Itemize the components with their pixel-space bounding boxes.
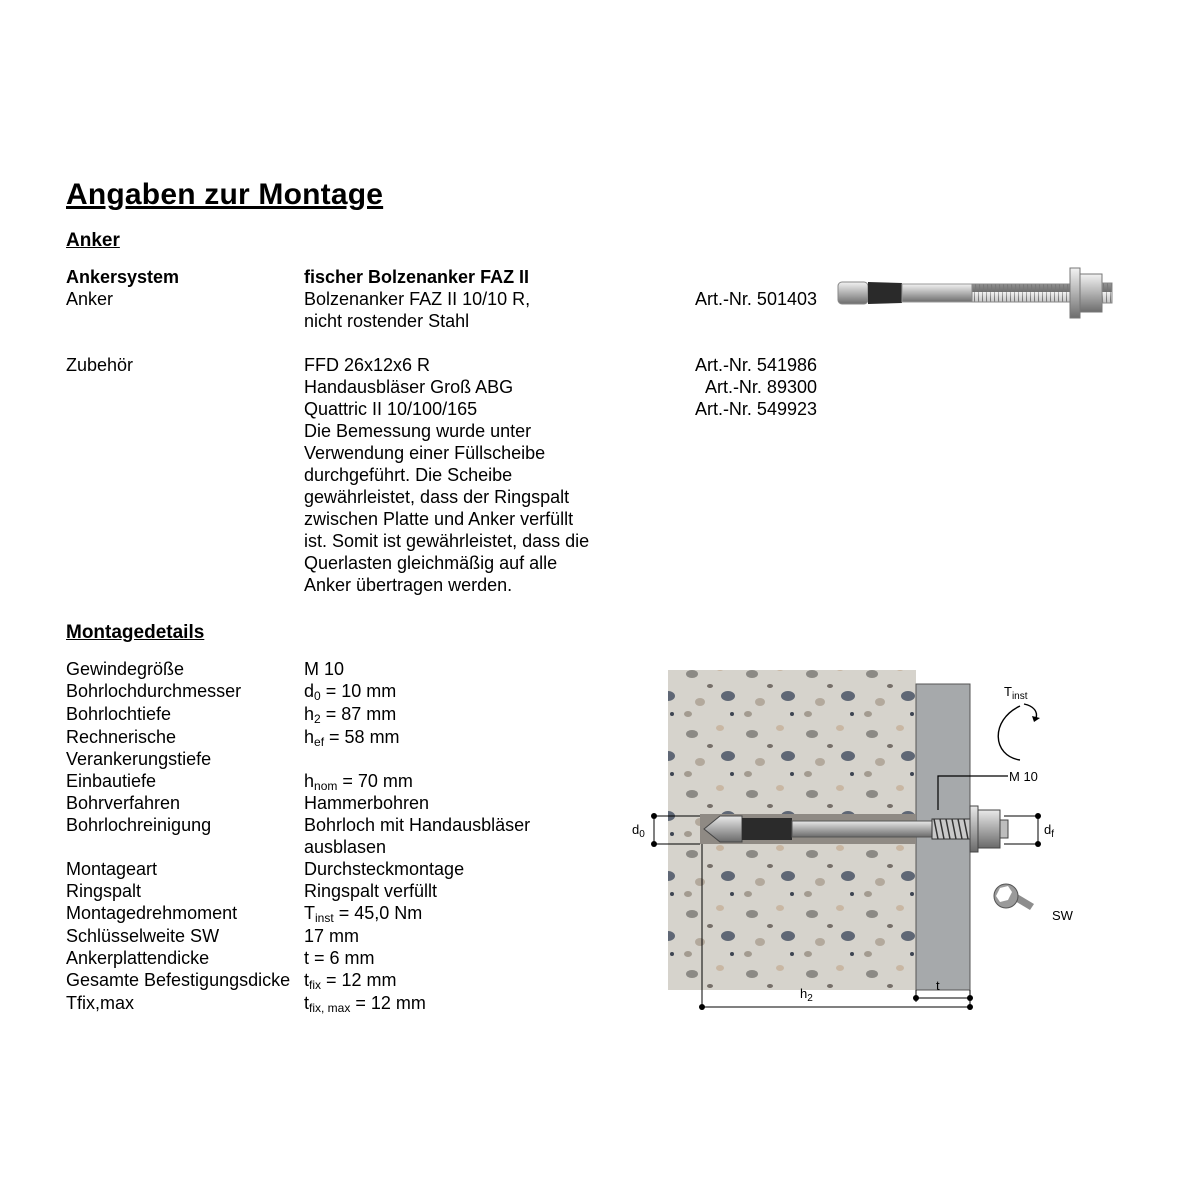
anker-value-line-2: nicht rostender Stahl <box>304 311 470 331</box>
label-m10: M 10 <box>1009 769 1038 784</box>
zubehoer-item: Quattric II 10/100/165 <box>304 399 478 419</box>
section-heading-anker: Anker <box>66 230 120 251</box>
bolt-anchor-image <box>830 262 1120 322</box>
row-value: $T_{inst} = 45,0$ Nm <box>304 903 423 925</box>
zubehoer-item: Handausbläser Groß ABG <box>304 377 514 397</box>
anker-label: Anker <box>66 289 114 309</box>
installation-diagram <box>620 660 1090 1020</box>
anker-art-nr: Art.-Nr. 501403 <box>694 289 817 309</box>
note-line: ist. Somit ist gewährleistet, dass die <box>304 531 590 551</box>
row-label: Schlüsselweite SW <box>66 926 220 946</box>
row-label: Bohrlochtiefe <box>66 704 172 724</box>
label-d0: $d_0$ <box>632 822 645 840</box>
note-line: gewährleistet, dass der Ringspalt <box>304 487 570 507</box>
label-h2: $h_2$ <box>800 986 813 1004</box>
label-t: t <box>936 978 940 993</box>
wrench-icon <box>994 884 1034 910</box>
row-value: Hammerbohren <box>304 793 430 813</box>
washer <box>970 806 978 852</box>
row-value: 17 mm <box>304 926 360 946</box>
note-line: zwischen Platte und Anker verfüllt <box>304 509 574 529</box>
zubehoer-item: FFD 26x12x6 R <box>304 355 431 375</box>
row-label: Einbautiefe <box>66 771 157 791</box>
ankersystem-label: Ankersystem <box>66 267 180 287</box>
row-label: Ringspalt <box>66 881 142 901</box>
note-line: Anker übertragen werden. <box>304 575 513 595</box>
row-label: Tfix,max <box>66 993 135 1013</box>
row-value: $h_{ef} = 58$ mm <box>304 727 400 749</box>
row-label: Montagedrehmoment <box>66 903 238 923</box>
ankersystem-value: fischer Bolzenanker FAZ II <box>304 267 530 287</box>
anker-value-line-1: Bolzenanker FAZ II 10/10 R, <box>304 289 531 309</box>
row-label: Montageart <box>66 859 158 879</box>
zubehoer-art-nr: Art.-Nr. 541986 <box>694 355 817 375</box>
torque-arrow-icon <box>998 706 1020 760</box>
row-value: $d_0 = 10$ mm <box>304 681 397 703</box>
zubehoer-art-nr: Art.-Nr. 549923 <box>694 399 817 419</box>
row-label: Gewindegröße <box>66 659 185 679</box>
row-label: Verankerungstiefe <box>66 749 212 769</box>
row-value: $t_{fix, max} = 12$ mm <box>304 993 426 1015</box>
section-heading-montagedetails: Montagedetails <box>66 622 205 643</box>
row-value: ausblasen <box>304 837 387 857</box>
row-label: Bohrlochdurchmesser <box>66 681 242 701</box>
row-label: Gesamte Befestigungsdicke <box>66 970 291 990</box>
note-line: Verwendung einer Füllscheibe <box>304 443 546 463</box>
zubehoer-art-nr: Art.-Nr. 89300 <box>704 377 817 397</box>
label-df: $d_f$ <box>1044 822 1055 840</box>
bolt-thread <box>932 819 974 839</box>
row-value: $h_2 = 87$ mm <box>304 704 397 726</box>
zubehoer-label: Zubehör <box>66 355 134 375</box>
row-label: Rechnerische <box>66 727 177 747</box>
row-value: M 10 <box>304 659 345 679</box>
row-value: $h_{nom} = 70$ mm <box>304 771 413 793</box>
row-value: Ringspalt verfüllt <box>304 881 438 901</box>
note-line: Die Bemessung wurde unter <box>304 421 532 441</box>
page-title: Angaben zur Montage <box>66 178 384 211</box>
row-value: $t_{fix} = 12$ mm <box>304 970 397 992</box>
row-value: t = 6 mm <box>304 948 375 968</box>
row-value: Bohrloch mit Handausbläser <box>304 815 531 835</box>
note-line: Querlasten gleichmäßig auf alle <box>304 553 558 573</box>
label-tinst: $T_{inst}$ <box>1004 684 1028 702</box>
label-sw: SW <box>1052 908 1073 923</box>
row-label: Bohrverfahren <box>66 793 181 813</box>
row-label: Ankerplattendicke <box>66 948 210 968</box>
nut <box>978 810 1000 848</box>
note-line: durchgeführt. Die Scheibe <box>304 465 513 485</box>
row-label: Bohrlochreinigung <box>66 815 212 835</box>
row-value: Durchsteckmontage <box>304 859 465 879</box>
